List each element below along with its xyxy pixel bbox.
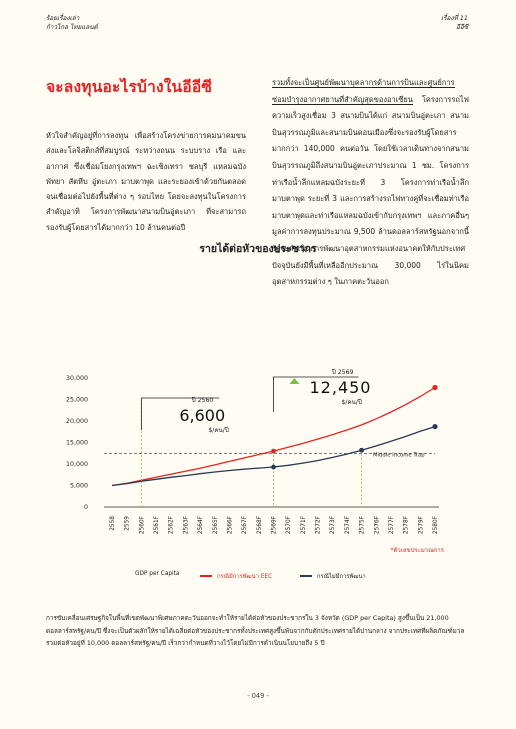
x-tick-label: 2574F — [344, 516, 351, 535]
x-tick-label: 2567F — [242, 516, 249, 535]
page-number: - 049 - — [247, 692, 269, 700]
x-tick-label: 2561F — [154, 516, 161, 535]
legend-item-no-dev — [300, 571, 366, 581]
x-tick-label: 2558 — [110, 516, 116, 531]
x-tick-label: 2573F — [330, 516, 337, 535]
legend-gdp-label: GDP per Capita — [135, 571, 180, 577]
y-tick-label: 20,000 — [65, 418, 88, 425]
legend-eec-swatch — [200, 575, 212, 577]
right-column-body-text: โครงการรถไฟความเร็วสูงเชื่อม 3 สนามบินได้แก่ สนามบินอู่ตะเภา สนามบินสุวรรณภูมิและสนามบินดอนเมืองซึ่งจะรองรับผู้โดยสารมากกว่า 140,000 คนต่อวัน โดยใช้เวลาเดินทางจากสนามบินสุวรรณภูมิถึงสนามบินอู่ตะเภาประมาณ 1 ชม. โครงการท่าเรือน้ำลึกแหลมฉบังระยะที่ 3 โครงการท่าเรือน้ำลึกมาบตาพุด ระยะที่ 3 และการสร้างรถไฟทางคู่ที่จะเชื่อมท่าเรือมาบตาพุดและท่าเรือแหลมฉบังเข้ากับกรุงเทพฯ และภาคอื่นๆ มูลค่าการลงทุนประมาณ 9,500 ล้านดอลลาร์สหรัฐนอกจากนี้ รัฐจะดำเนินการพัฒนาอุตสาหกรรมแห่งอนาคตให้กับประเทศ ปัจจุบันยังมีพื้นที่เหลืออีกประมาณ 30,000 ไร่ในนิคมอุตสาหกรรมต่าง ๆ ในภาคตะวันออก — [272, 94, 469, 287]
y-tick-label: 5,000 — [69, 482, 88, 490]
x-tick-label: 2576F — [374, 516, 381, 535]
left-column-text: หัวใจสำคัญอยู่ที่การลงทุน เพื่อสร้างโครงข่ายการคมนาคมขนส่งและโลจิสติกส์ที่สมบูรณ์ ระหว่างถนน ระบบราง เรือ และอากาศ ซึ่งเชื่อมโยงกรุงเทพฯ ฉะเชิงเทรา ชลบุรี แหลมฉบัง พัทยา สัตหีบ อู่ตะเภา มาบตาพุด และระยองเข้าด้วยกันตลอดจนเชื่อมต่อไปยังพื้นที่ต่าง ๆ รอบไทย โดยจะลงทุนในโครงการสำคัญอาทิ โครงการพัฒนาสนามบินอู่ตะเภา ที่จะสามารถรองรับผู้โดยสารได้มากกว่า 10 ล้านคนต่อปี — [46, 131, 246, 232]
up-arrow-icon — [290, 378, 300, 384]
legend-label — [135, 571, 179, 577]
x-tick-label: 2568F — [256, 516, 263, 535]
legend-item-eec — [200, 571, 272, 581]
x-tick-label: 2575F — [359, 516, 366, 535]
callout-unit: $/คน/ปี — [341, 399, 362, 406]
right-column-text — [272, 75, 469, 291]
x-tick-label: 2580F — [433, 516, 439, 535]
bottom-paragraph: การขับเคลื่อนเศรษฐกิจในพื้นที่เขตพัฒนาพิเศษภาคตะวันออกจะทำให้รายได้ต่อหัวของประชากรใน 3 จังหวัด (GDP per Capita) สูงขึ้นเป็น 21,000 ดอลลาร์สหรัฐ/คน/ปี ซึ่งจะเป็นตัวผลักให้รายได้เฉลี่ยต่อหัวของประชากรทั้งประเทศสูงขึ้นพ้นจากกับดักประเทศรายได้ปานกลาง จากประเทศที่ผลิตภัณฑ์มวลรวมต่อหัวอยู่ที่ 10,000 ดอลลาร์สหรัฐ/คน/ปี เร็วกว่ากำหนดที่วางไว้โดยไม่มีการดำเนินนโยบายถึง 5 ปี — [46, 614, 465, 648]
x-tick-label: 2565F — [212, 516, 219, 535]
page-title: จะลงทุนอะไรบ้างในอีอีซี — [46, 78, 213, 96]
x-tick-label: 2572F — [315, 516, 322, 535]
x-tick-label: 2571F — [300, 516, 307, 535]
y-tick-label: 0 — [83, 504, 88, 511]
callout-value: 6,600 — [179, 406, 226, 425]
x-tick-label: 2578F — [403, 516, 410, 535]
x-tick-label: 2569F — [271, 516, 278, 535]
y-tick-label: 15,000 — [65, 439, 88, 447]
header-right — [441, 14, 468, 31]
x-tick-label: 2566F — [227, 516, 234, 535]
income-line-chart — [40, 360, 460, 550]
x-tick-label: 2563F — [183, 516, 190, 535]
x-tick-label: 2560F — [139, 516, 146, 535]
legend-eec-label: กรณีมีการพัฒนา EEC — [217, 574, 273, 580]
x-tick-label: 2564F — [198, 516, 205, 535]
legend-no-dev-label: กรณีไม่มีการพัฒนา — [317, 574, 366, 580]
x-tick-label: 2570F — [286, 516, 293, 535]
marker-no-dev-end — [432, 424, 437, 429]
right-column-underlined-text: รวมทั้งจะเป็นศูนย์พัฒนาบุคลากรด้านการบินและศูนย์การซ่อมบำรุงอากาศยานที่สำคัญสุดของอาเซียน — [272, 78, 455, 104]
callout-year-label: ปี 2560 — [191, 397, 214, 404]
header-left — [46, 14, 98, 31]
header-series-title: ร้อยเรื่องเล่า — [46, 14, 80, 22]
callout-value: 12,450 — [309, 378, 372, 397]
x-tick-label: 2577F — [388, 516, 395, 535]
middle-income-trap-label: Middle Income Trap — [373, 452, 425, 459]
x-tick-label: 2562F — [168, 516, 175, 535]
callout-year-label: ปี 2569 — [331, 369, 354, 376]
marker-no-dev-2574 — [359, 448, 364, 453]
header-series-subtitle: ก้าวไกล ไทยแลนด์ — [46, 22, 98, 31]
marker-eec-end — [432, 385, 437, 390]
marker-eec-2569 — [271, 449, 276, 454]
estimate-note: *ตัวเลขประมาณการ — [390, 547, 444, 554]
y-tick-label: 30,000 — [65, 375, 88, 382]
header-story-topic: อีอีซี — [455, 22, 468, 31]
marker-no-dev-2569 — [271, 465, 276, 470]
header-story-number: เรื่องที่ 11 — [441, 14, 468, 22]
x-tick-label: 2579F — [418, 516, 425, 535]
chart-title: รายได้ต่อหัวของประชากร — [199, 243, 317, 255]
x-tick-label: 2559 — [124, 516, 131, 531]
y-tick-label: 10,000 — [65, 461, 88, 468]
callout-unit: $/คน/ปี — [208, 427, 229, 434]
y-tick-label: 25,000 — [65, 396, 88, 404]
legend-no-dev-swatch — [300, 575, 312, 577]
